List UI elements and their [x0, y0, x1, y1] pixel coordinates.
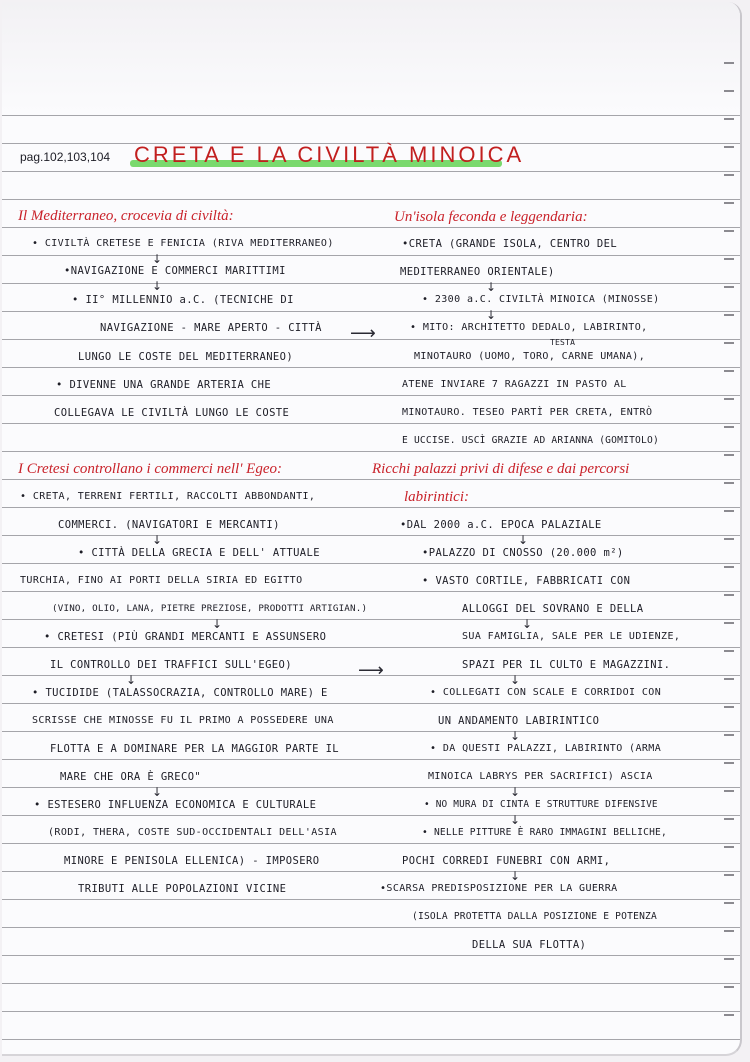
- ruled-line: [2, 871, 740, 872]
- down-arrow-icon: ↓: [486, 308, 497, 322]
- ruled-line: [2, 171, 740, 172]
- right-heading-palazzi-cont: labirintici:: [404, 489, 469, 505]
- down-arrow-icon: ↓: [126, 673, 137, 687]
- note-line: • COLLEGATI CON SCALE E CORRIDOI CON: [430, 687, 662, 698]
- note-line: UN ANDAMENTO LABIRINTICO: [438, 715, 600, 727]
- edge-mark: [724, 846, 734, 848]
- page-reference: pag.102,103,104: [20, 150, 111, 164]
- note-line: ATENE INVIARE 7 RAGAZZI IN PASTO AL: [402, 379, 627, 390]
- note-line: • DIVENNE UNA GRANDE ARTERIA CHE: [56, 379, 272, 391]
- edge-mark: [724, 762, 734, 764]
- note-line: POCHI CORREDI FUNEBRI CON ARMI,: [402, 855, 611, 867]
- down-arrow-icon: ↓: [510, 729, 521, 743]
- right-arrow-icon: ⟶: [350, 323, 376, 344]
- edge-mark: [724, 510, 734, 512]
- edge-mark: [724, 202, 734, 204]
- ruled-line: [2, 535, 740, 536]
- note-line: •SCARSA PREDISPOSIZIONE PER LA GUERRA: [380, 883, 618, 894]
- ruled-line: [2, 1011, 740, 1012]
- left-heading-mediterraneo: Il Mediterraneo, crocevia di civiltà:: [18, 208, 234, 224]
- ruled-line: [2, 283, 740, 284]
- note-line: FLOTTA E A DOMINARE PER LA MAGGIOR PARTE IL: [50, 743, 340, 755]
- note-line: SPAZI PER IL CULTO E MAGAZZINI.: [462, 659, 671, 671]
- down-arrow-icon: ↓: [152, 252, 163, 266]
- edge-mark: [724, 538, 734, 540]
- edge-mark: [724, 62, 734, 64]
- ruled-line: [2, 619, 740, 620]
- edge-mark: [724, 566, 734, 568]
- ruled-line: [2, 731, 740, 732]
- ruled-line: [2, 899, 740, 900]
- ruled-line: [2, 843, 740, 844]
- down-arrow-icon: ↓: [486, 280, 497, 294]
- note-line: (RODI, THERA, COSTE SUD-OCCIDENTALI DELL'ASIA: [48, 827, 337, 838]
- note-line: NAVIGAZIONE - MARE APERTO - CITTÀ: [100, 322, 322, 334]
- edge-mark: [724, 398, 734, 400]
- down-arrow-icon: ↓: [152, 279, 163, 293]
- note-line: LUNGO LE COSTE DEL MEDITERRANEO): [78, 351, 294, 363]
- note-line: • CRETA, TERRENI FERTILI, RACCOLTI ABBONDANTI,: [20, 491, 316, 502]
- edge-mark: [724, 258, 734, 260]
- notebook-page: [2, 2, 742, 1056]
- note-line: • NELLE PITTURE È RARO IMMAGINI BELLICHE,: [422, 827, 668, 838]
- edge-mark: [724, 454, 734, 456]
- note-line: • NO MURA DI CINTA E STRUTTURE DIFENSIVE: [424, 799, 658, 810]
- right-heading-isola: Un'isola feconda e leggendaria:: [394, 209, 588, 225]
- ruled-line: [2, 479, 740, 480]
- note-line: • CRETESI (PIÙ GRANDI MERCANTI E ASSUNSERO: [44, 631, 327, 643]
- note-line: •CRETA (GRANDE ISOLA, CENTRO DEL: [402, 238, 618, 250]
- note-line: MINORE E PENISOLA ELLENICA) - IMPOSERO: [64, 855, 320, 867]
- note-line: (VINO, OLIO, LANA, PIETRE PREZIOSE, PRODOTTI ARTIGIAN.): [52, 603, 368, 614]
- edge-mark: [724, 818, 734, 820]
- note-line: COLLEGAVA LE CIVILTÀ LUNGO LE COSTE: [54, 407, 290, 419]
- ruled-line: [2, 115, 740, 116]
- note-line: •DAL 2000 a.C. EPOCA PALAZIALE: [400, 519, 602, 531]
- note-line: •NAVIGAZIONE E COMMERCI MARITTIMI: [64, 265, 286, 277]
- ruled-line: [2, 591, 740, 592]
- down-arrow-icon: ↓: [152, 785, 163, 799]
- left-heading-cretesi: I Cretesi controllano i commerci nell' Egeo:: [18, 461, 282, 477]
- ruled-line: [2, 787, 740, 788]
- down-arrow-icon: ↓: [152, 533, 163, 547]
- edge-mark: [724, 622, 734, 624]
- edge-mark: [724, 678, 734, 680]
- edge-mark: [724, 118, 734, 120]
- note-line: IL CONTROLLO DEI TRAFFICI SULL'EGEO): [50, 659, 292, 671]
- ruled-line: [2, 955, 740, 956]
- ruled-line: [2, 507, 740, 508]
- note-line: MINOICA LABRYS PER SACRIFICI) ASCIA: [428, 771, 653, 782]
- ruled-line: [2, 759, 740, 760]
- note-line: • 2300 a.C. CIVILTÀ MINOICA (MINOSSE): [422, 294, 660, 305]
- edge-mark: [724, 314, 734, 316]
- note-line: MEDITERRANEO ORIENTALE): [400, 266, 555, 278]
- note-line: •PALAZZO DI CNOSSO (20.000 m²): [422, 547, 624, 559]
- ruled-line: [2, 983, 740, 984]
- edge-mark: [724, 650, 734, 652]
- down-arrow-icon: ↓: [510, 869, 521, 883]
- note-line: DELLA SUA FLOTTA): [472, 939, 587, 951]
- note-line: SUA FAMIGLIA, SALE PER LE UDIENZE,: [462, 631, 681, 642]
- edge-mark: [724, 790, 734, 792]
- edge-mark: [724, 734, 734, 736]
- page-top-shade: [2, 2, 740, 112]
- edge-mark: [724, 426, 734, 428]
- ruled-line: [2, 815, 740, 816]
- note-line: • DA QUESTI PALAZZI, LABIRINTO (ARMA: [430, 743, 662, 754]
- down-arrow-icon: ↓: [518, 533, 529, 547]
- note-line: • VASTO CORTILE, FABBRICATI CON: [422, 575, 631, 587]
- ruled-line: [2, 927, 740, 928]
- edge-mark: [724, 286, 734, 288]
- edge-mark: [724, 90, 734, 92]
- edge-mark: [724, 146, 734, 148]
- note-line: E UCCISE. USCÌ GRAZIE AD ARIANNA (GOMITOLO): [402, 435, 659, 446]
- margin-note: TESTA: [550, 338, 576, 347]
- down-arrow-icon: ↓: [212, 617, 223, 631]
- ruled-line: [2, 395, 740, 396]
- note-line: • ESTESERO INFLUENZA ECONOMICA E CULTURALE: [34, 799, 317, 811]
- edge-mark: [724, 874, 734, 876]
- note-line: TRIBUTI ALLE POPOLAZIONI VICINE: [78, 883, 287, 895]
- note-line: MARE CHE ORA È GRECO": [60, 771, 202, 783]
- edge-mark: [724, 902, 734, 904]
- down-arrow-icon: ↓: [510, 673, 521, 687]
- edge-mark: [724, 370, 734, 372]
- edge-mark: [724, 230, 734, 232]
- right-arrow-icon: ⟶: [358, 660, 384, 681]
- down-arrow-icon: ↓: [510, 785, 521, 799]
- ruled-line: [2, 703, 740, 704]
- ruled-line: [2, 199, 740, 200]
- ruled-line: [2, 311, 740, 312]
- down-arrow-icon: ↓: [510, 813, 521, 827]
- note-line: • CITTÀ DELLA GRECIA E DELL' ATTUALE: [78, 547, 320, 559]
- ruled-line: [2, 423, 740, 424]
- ruled-line: [2, 255, 740, 256]
- edge-mark: [724, 342, 734, 344]
- right-heading-palazzi: Ricchi palazzi privi di difese e dai percorsi: [372, 461, 630, 477]
- note-line: MINOTAURO (UOMO, TORO, CARNE UMANA),: [414, 351, 646, 362]
- edge-mark: [724, 958, 734, 960]
- note-line: • TUCIDIDE (TALASSOCRAZIA, CONTROLLO MARE) E: [32, 687, 328, 699]
- edge-mark: [724, 1014, 734, 1016]
- ruled-line: [2, 367, 740, 368]
- note-line: (ISOLA PROTETTA DALLA POSIZIONE E POTENZA: [412, 911, 658, 922]
- ruled-line: [2, 451, 740, 452]
- ruled-line: [2, 647, 740, 648]
- ruled-line: [2, 227, 740, 228]
- note-line: COMMERCI. (NAVIGATORI E MERCANTI): [58, 519, 280, 531]
- edge-mark: [724, 482, 734, 484]
- note-line: SCRISSE CHE MINOSSE FU IL PRIMO A POSSEDERE UNA: [32, 715, 334, 726]
- edge-mark: [724, 594, 734, 596]
- page-title: CRETA E LA CIVILTÀ MINOICA: [134, 142, 525, 167]
- ruled-line: [2, 1039, 740, 1040]
- note-line: MINOTAURO. TESEO PARTÌ PER CRETA, ENTRÒ: [402, 407, 653, 418]
- note-line: • II° MILLENNIO a.C. (TECNICHE DI: [72, 294, 294, 306]
- ruled-line: [2, 563, 740, 564]
- edge-mark: [724, 930, 734, 932]
- note-line: • CIVILTÀ CRETESE E FENICIA (RIVA MEDITERRANEO): [32, 238, 334, 249]
- edge-mark: [724, 174, 734, 176]
- down-arrow-icon: ↓: [522, 617, 533, 631]
- edge-mark: [724, 986, 734, 988]
- note-line: • MITO: ARCHITETTO DEDALO, LABIRINTO,: [410, 322, 648, 333]
- edge-mark: [724, 706, 734, 708]
- note-line: TURCHIA, FINO AI PORTI DELLA SIRIA ED EGITTO: [20, 575, 303, 586]
- note-line: ALLOGGI DEL SOVRANO E DELLA: [462, 603, 644, 615]
